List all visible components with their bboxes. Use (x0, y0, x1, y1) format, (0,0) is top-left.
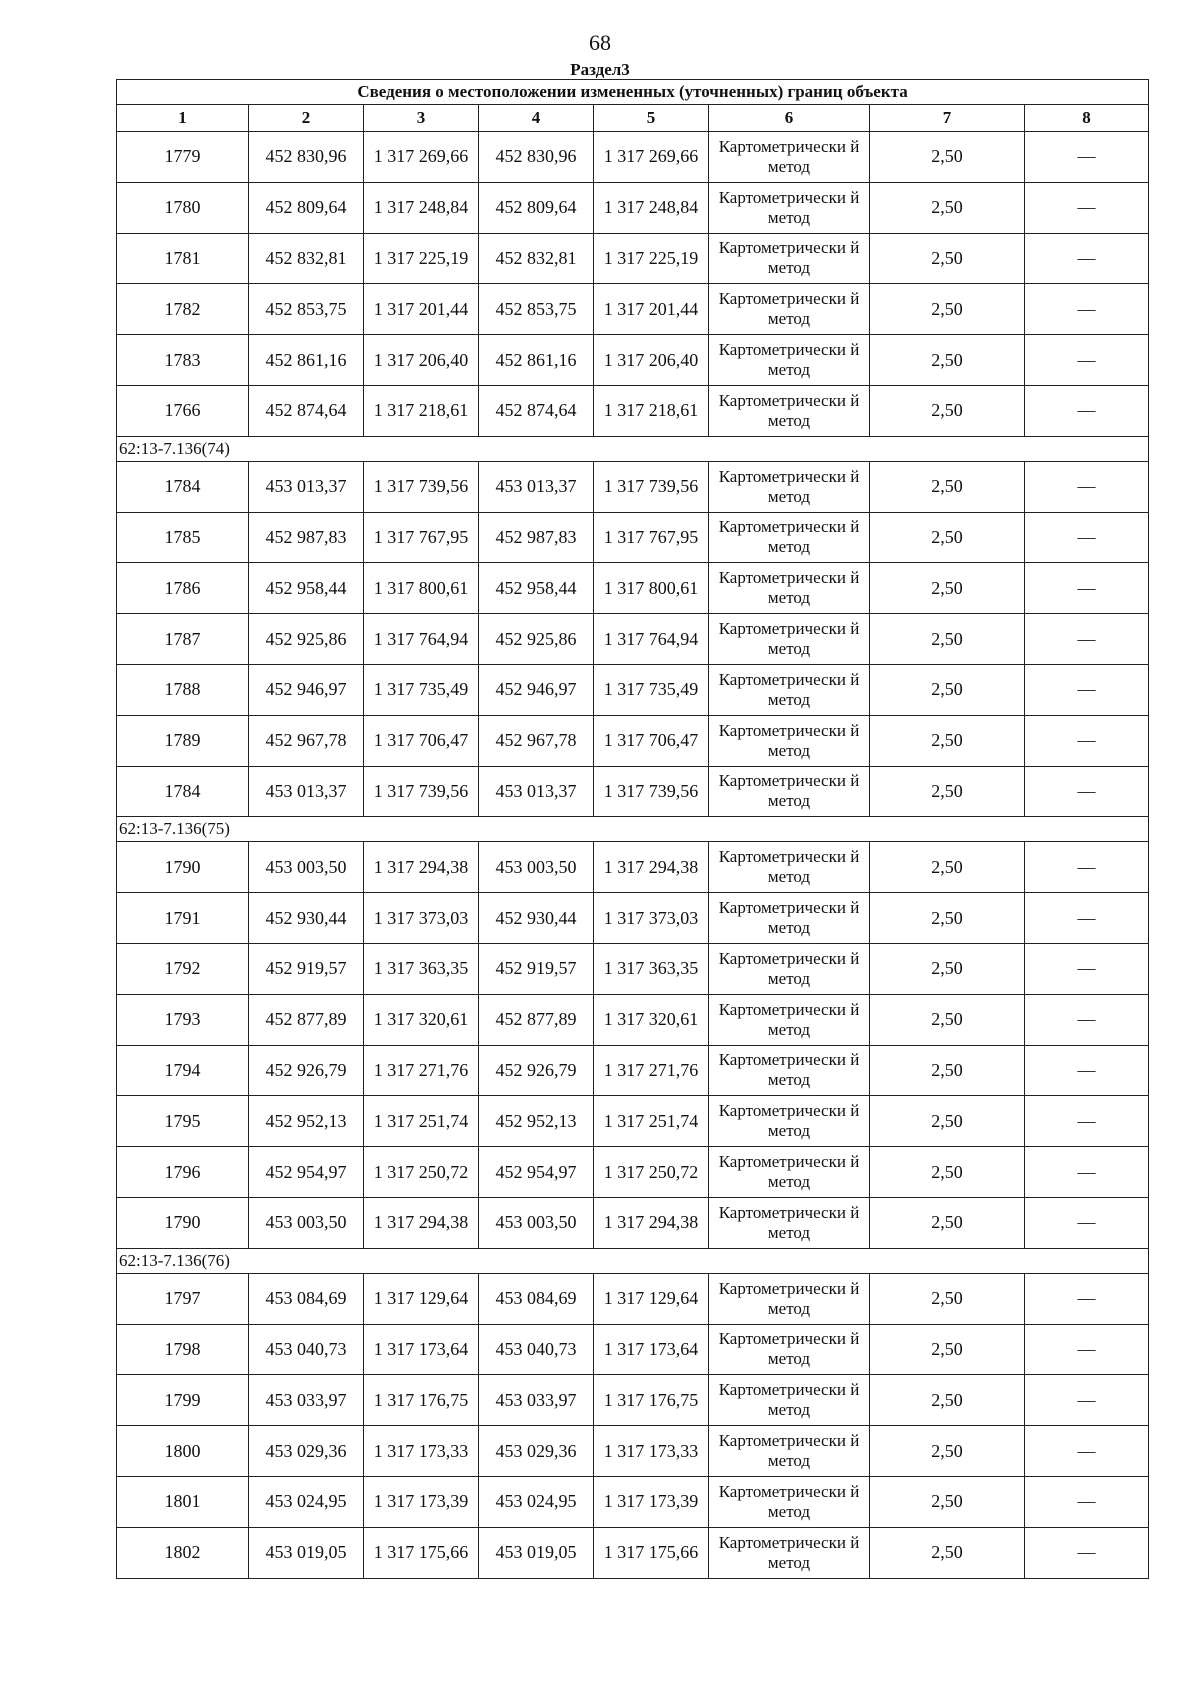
boundary-coordinates-table (116, 79, 1149, 1579)
cell-point-number: 1780 (117, 182, 249, 233)
column-number-8: 8 (1025, 105, 1149, 132)
cell-method: Картометрически й метод (709, 1426, 870, 1477)
table-row (117, 614, 1149, 665)
column-number-7: 7 (870, 105, 1025, 132)
cell-method: Картометрически й метод (709, 1197, 870, 1248)
cell-point-number: 1801 (117, 1476, 249, 1527)
table-row (117, 1147, 1149, 1198)
cell-note: — (1025, 893, 1149, 944)
cell-x-existing: 453 040,73 (249, 1324, 364, 1375)
group-label: 62:13-7.136(76) (117, 1248, 1149, 1273)
cell-note: — (1025, 1527, 1149, 1578)
table-row (117, 461, 1149, 512)
cell-method: Картометрически й метод (709, 1147, 870, 1198)
cell-y-new: 1 317 739,56 (594, 461, 709, 512)
cell-accuracy: 2,50 (870, 614, 1025, 665)
table-row (117, 1375, 1149, 1426)
cell-x-existing: 452 954,97 (249, 1147, 364, 1198)
cell-y-existing: 1 317 320,61 (364, 994, 479, 1045)
group-row (117, 1248, 1149, 1273)
cell-point-number: 1784 (117, 461, 249, 512)
cell-x-new: 453 024,95 (479, 1476, 594, 1527)
cell-x-existing: 453 033,97 (249, 1375, 364, 1426)
cell-y-existing: 1 317 373,03 (364, 893, 479, 944)
table-row (117, 563, 1149, 614)
cell-y-new: 1 317 294,38 (594, 1197, 709, 1248)
cell-x-existing: 452 861,16 (249, 335, 364, 386)
cell-note: — (1025, 994, 1149, 1045)
cell-y-existing: 1 317 250,72 (364, 1147, 479, 1198)
cell-y-new: 1 317 735,49 (594, 664, 709, 715)
cell-note: — (1025, 1426, 1149, 1477)
cell-accuracy: 2,50 (870, 766, 1025, 817)
cell-method: Картометрически й метод (709, 893, 870, 944)
cell-accuracy: 2,50 (870, 1197, 1025, 1248)
cell-x-existing: 452 926,79 (249, 1045, 364, 1096)
cell-method: Картометрически й метод (709, 1273, 870, 1324)
cell-point-number: 1795 (117, 1096, 249, 1147)
cell-x-existing: 452 930,44 (249, 893, 364, 944)
cell-note: — (1025, 1476, 1149, 1527)
cell-point-number: 1766 (117, 385, 249, 436)
cell-x-new: 452 874,64 (479, 385, 594, 436)
cell-note: — (1025, 1375, 1149, 1426)
cell-y-new: 1 317 201,44 (594, 284, 709, 335)
table-row (117, 1324, 1149, 1375)
cell-note: — (1025, 461, 1149, 512)
cell-accuracy: 2,50 (870, 512, 1025, 563)
cell-point-number: 1792 (117, 943, 249, 994)
cell-x-new: 452 926,79 (479, 1045, 594, 1096)
cell-y-new: 1 317 269,66 (594, 132, 709, 183)
cell-y-new: 1 317 320,61 (594, 994, 709, 1045)
cell-method: Картометрически й метод (709, 1527, 870, 1578)
cell-note: — (1025, 766, 1149, 817)
cell-point-number: 1791 (117, 893, 249, 944)
cell-note: — (1025, 715, 1149, 766)
cell-point-number: 1800 (117, 1426, 249, 1477)
cell-point-number: 1787 (117, 614, 249, 665)
cell-y-existing: 1 317 739,56 (364, 461, 479, 512)
cell-accuracy: 2,50 (870, 563, 1025, 614)
cell-accuracy: 2,50 (870, 1426, 1025, 1477)
cell-x-new: 452 958,44 (479, 563, 594, 614)
table-body (117, 132, 1149, 1579)
cell-y-existing: 1 317 173,33 (364, 1426, 479, 1477)
cell-x-new: 452 967,78 (479, 715, 594, 766)
cell-x-existing: 453 013,37 (249, 461, 364, 512)
cell-y-existing: 1 317 269,66 (364, 132, 479, 183)
cell-x-new: 452 919,57 (479, 943, 594, 994)
cell-x-new: 453 013,37 (479, 461, 594, 512)
cell-point-number: 1802 (117, 1527, 249, 1578)
cell-note: — (1025, 233, 1149, 284)
table-row (117, 1476, 1149, 1527)
cell-method: Картометрически й метод (709, 943, 870, 994)
cell-method: Картометрически й метод (709, 715, 870, 766)
cell-y-existing: 1 317 767,95 (364, 512, 479, 563)
table-row (117, 766, 1149, 817)
cell-x-new: 452 861,16 (479, 335, 594, 386)
cell-accuracy: 2,50 (870, 1375, 1025, 1426)
cell-x-new: 452 853,75 (479, 284, 594, 335)
cell-accuracy: 2,50 (870, 664, 1025, 715)
cell-x-existing: 452 832,81 (249, 233, 364, 284)
cell-point-number: 1783 (117, 335, 249, 386)
cell-x-new: 453 033,97 (479, 1375, 594, 1426)
cell-y-existing: 1 317 764,94 (364, 614, 479, 665)
cell-x-new: 452 925,86 (479, 614, 594, 665)
table-row (117, 664, 1149, 715)
cell-method: Картометрически й метод (709, 512, 870, 563)
cell-point-number: 1782 (117, 284, 249, 335)
cell-accuracy: 2,50 (870, 943, 1025, 994)
cell-y-new: 1 317 206,40 (594, 335, 709, 386)
cell-method: Картометрически й метод (709, 385, 870, 436)
cell-x-existing: 452 967,78 (249, 715, 364, 766)
cell-accuracy: 2,50 (870, 233, 1025, 284)
cell-method: Картометрически й метод (709, 233, 870, 284)
cell-note: — (1025, 1197, 1149, 1248)
cell-y-existing: 1 317 201,44 (364, 284, 479, 335)
cell-x-existing: 452 874,64 (249, 385, 364, 436)
cell-method: Картометрически й метод (709, 461, 870, 512)
cell-x-new: 452 832,81 (479, 233, 594, 284)
table-row (117, 385, 1149, 436)
cell-x-new: 453 084,69 (479, 1273, 594, 1324)
cell-y-existing: 1 317 129,64 (364, 1273, 479, 1324)
cell-point-number: 1784 (117, 766, 249, 817)
table-row (117, 1045, 1149, 1096)
cell-x-existing: 452 919,57 (249, 943, 364, 994)
cell-method: Картометрически й метод (709, 1045, 870, 1096)
table-row (117, 182, 1149, 233)
cell-accuracy: 2,50 (870, 1476, 1025, 1527)
cell-y-existing: 1 317 251,74 (364, 1096, 479, 1147)
cell-x-existing: 452 830,96 (249, 132, 364, 183)
cell-point-number: 1797 (117, 1273, 249, 1324)
cell-x-existing: 453 003,50 (249, 842, 364, 893)
cell-y-new: 1 317 706,47 (594, 715, 709, 766)
cell-x-existing: 453 084,69 (249, 1273, 364, 1324)
cell-y-existing: 1 317 176,75 (364, 1375, 479, 1426)
cell-y-existing: 1 317 706,47 (364, 715, 479, 766)
table-row (117, 994, 1149, 1045)
cell-method: Картометрически й метод (709, 563, 870, 614)
cell-point-number: 1794 (117, 1045, 249, 1096)
cell-note: — (1025, 943, 1149, 994)
cell-accuracy: 2,50 (870, 1096, 1025, 1147)
cell-x-new: 452 954,97 (479, 1147, 594, 1198)
table-row (117, 1426, 1149, 1477)
cell-accuracy: 2,50 (870, 1527, 1025, 1578)
group-label: 62:13-7.136(74) (117, 436, 1149, 461)
cell-y-new: 1 317 173,64 (594, 1324, 709, 1375)
table-row (117, 1527, 1149, 1578)
cell-y-new: 1 317 173,39 (594, 1476, 709, 1527)
table-row (117, 512, 1149, 563)
cell-accuracy: 2,50 (870, 842, 1025, 893)
group-row (117, 817, 1149, 842)
table-row (117, 284, 1149, 335)
cell-x-new: 452 930,44 (479, 893, 594, 944)
cell-point-number: 1793 (117, 994, 249, 1045)
cell-x-new: 453 040,73 (479, 1324, 594, 1375)
cell-method: Картометрически й метод (709, 182, 870, 233)
cell-point-number: 1790 (117, 1197, 249, 1248)
cell-point-number: 1799 (117, 1375, 249, 1426)
cell-x-new: 452 830,96 (479, 132, 594, 183)
cell-method: Картометрически й метод (709, 1375, 870, 1426)
cell-point-number: 1785 (117, 512, 249, 563)
cell-x-existing: 452 958,44 (249, 563, 364, 614)
cell-note: — (1025, 1147, 1149, 1198)
cell-note: — (1025, 335, 1149, 386)
cell-y-new: 1 317 251,74 (594, 1096, 709, 1147)
cell-point-number: 1788 (117, 664, 249, 715)
cell-x-new: 452 809,64 (479, 182, 594, 233)
cell-y-new: 1 317 767,95 (594, 512, 709, 563)
group-label: 62:13-7.136(75) (117, 817, 1149, 842)
cell-y-existing: 1 317 735,49 (364, 664, 479, 715)
cell-y-existing: 1 317 218,61 (364, 385, 479, 436)
cell-note: — (1025, 182, 1149, 233)
cell-x-existing: 453 013,37 (249, 766, 364, 817)
cell-y-existing: 1 317 206,40 (364, 335, 479, 386)
cell-x-existing: 453 024,95 (249, 1476, 364, 1527)
cell-method: Картометрически й метод (709, 842, 870, 893)
cell-note: — (1025, 614, 1149, 665)
column-number-1: 1 (117, 105, 249, 132)
cell-point-number: 1786 (117, 563, 249, 614)
cell-method: Картометрически й метод (709, 284, 870, 335)
cell-y-new: 1 317 271,76 (594, 1045, 709, 1096)
cell-method: Картометрически й метод (709, 664, 870, 715)
cell-x-existing: 452 987,83 (249, 512, 364, 563)
cell-y-new: 1 317 250,72 (594, 1147, 709, 1198)
cell-y-new: 1 317 225,19 (594, 233, 709, 284)
cell-x-new: 452 952,13 (479, 1096, 594, 1147)
cell-y-new: 1 317 800,61 (594, 563, 709, 614)
cell-accuracy: 2,50 (870, 182, 1025, 233)
table-row (117, 132, 1149, 183)
cell-point-number: 1789 (117, 715, 249, 766)
cell-note: — (1025, 842, 1149, 893)
cell-x-existing: 453 029,36 (249, 1426, 364, 1477)
cell-note: — (1025, 664, 1149, 715)
cell-y-existing: 1 317 173,39 (364, 1476, 479, 1527)
cell-x-existing: 452 946,97 (249, 664, 364, 715)
cell-y-existing: 1 317 248,84 (364, 182, 479, 233)
cell-x-existing: 453 003,50 (249, 1197, 364, 1248)
cell-x-existing: 452 925,86 (249, 614, 364, 665)
section-title: Раздел3 (570, 60, 630, 79)
cell-y-new: 1 317 175,66 (594, 1527, 709, 1578)
cell-y-new: 1 317 218,61 (594, 385, 709, 436)
table-row (117, 1197, 1149, 1248)
cell-method: Картометрически й метод (709, 614, 870, 665)
cell-accuracy: 2,50 (870, 1324, 1025, 1375)
cell-y-new: 1 317 373,03 (594, 893, 709, 944)
cell-x-new: 453 003,50 (479, 842, 594, 893)
cell-x-existing: 452 877,89 (249, 994, 364, 1045)
column-number-6: 6 (709, 105, 870, 132)
cell-point-number: 1798 (117, 1324, 249, 1375)
cell-y-new: 1 317 739,56 (594, 766, 709, 817)
table-row (117, 1273, 1149, 1324)
cell-note: — (1025, 1324, 1149, 1375)
cell-y-existing: 1 317 294,38 (364, 842, 479, 893)
cell-x-new: 453 013,37 (479, 766, 594, 817)
column-number-3: 3 (364, 105, 479, 132)
cell-accuracy: 2,50 (870, 1147, 1025, 1198)
cell-y-existing: 1 317 800,61 (364, 563, 479, 614)
cell-x-new: 453 029,36 (479, 1426, 594, 1477)
cell-y-new: 1 317 764,94 (594, 614, 709, 665)
cell-method: Картометрически й метод (709, 766, 870, 817)
table-row (117, 1096, 1149, 1147)
cell-accuracy: 2,50 (870, 335, 1025, 386)
table-row (117, 335, 1149, 386)
cell-note: — (1025, 512, 1149, 563)
table-caption: Сведения о местоположении измененных (уточненных) границ объекта (117, 80, 1149, 105)
cell-x-new: 453 003,50 (479, 1197, 594, 1248)
cell-accuracy: 2,50 (870, 893, 1025, 944)
cell-accuracy: 2,50 (870, 132, 1025, 183)
cell-note: — (1025, 563, 1149, 614)
cell-x-existing: 452 952,13 (249, 1096, 364, 1147)
cell-accuracy: 2,50 (870, 1273, 1025, 1324)
cell-note: — (1025, 132, 1149, 183)
cell-x-existing: 453 019,05 (249, 1527, 364, 1578)
cell-note: — (1025, 284, 1149, 335)
group-row (117, 436, 1149, 461)
cell-point-number: 1781 (117, 233, 249, 284)
cell-x-new: 452 877,89 (479, 994, 594, 1045)
cell-x-new: 452 987,83 (479, 512, 594, 563)
cell-y-new: 1 317 176,75 (594, 1375, 709, 1426)
column-number-4: 4 (479, 105, 594, 132)
cell-y-new: 1 317 363,35 (594, 943, 709, 994)
cell-y-new: 1 317 294,38 (594, 842, 709, 893)
cell-y-new: 1 317 129,64 (594, 1273, 709, 1324)
cell-accuracy: 2,50 (870, 385, 1025, 436)
cell-x-existing: 452 809,64 (249, 182, 364, 233)
cell-y-existing: 1 317 175,66 (364, 1527, 479, 1578)
cell-x-new: 453 019,05 (479, 1527, 594, 1578)
cell-y-new: 1 317 173,33 (594, 1426, 709, 1477)
cell-y-existing: 1 317 294,38 (364, 1197, 479, 1248)
table-row (117, 233, 1149, 284)
cell-y-existing: 1 317 225,19 (364, 233, 479, 284)
page-number: 68 (589, 30, 611, 55)
cell-x-new: 452 946,97 (479, 664, 594, 715)
cell-y-existing: 1 317 173,64 (364, 1324, 479, 1375)
cell-accuracy: 2,50 (870, 994, 1025, 1045)
table-row (117, 842, 1149, 893)
cell-method: Картометрически й метод (709, 335, 870, 386)
cell-accuracy: 2,50 (870, 461, 1025, 512)
cell-point-number: 1790 (117, 842, 249, 893)
cell-point-number: 1779 (117, 132, 249, 183)
table-row (117, 943, 1149, 994)
cell-y-existing: 1 317 739,56 (364, 766, 479, 817)
cell-accuracy: 2,50 (870, 715, 1025, 766)
cell-point-number: 1796 (117, 1147, 249, 1198)
cell-note: — (1025, 1045, 1149, 1096)
cell-y-existing: 1 317 271,76 (364, 1045, 479, 1096)
cell-y-new: 1 317 248,84 (594, 182, 709, 233)
cell-note: — (1025, 1096, 1149, 1147)
cell-method: Картометрически й метод (709, 132, 870, 183)
column-number-2: 2 (249, 105, 364, 132)
cell-method: Картометрически й метод (709, 994, 870, 1045)
cell-method: Картометрически й метод (709, 1476, 870, 1527)
cell-note: — (1025, 385, 1149, 436)
table-row (117, 715, 1149, 766)
cell-y-existing: 1 317 363,35 (364, 943, 479, 994)
cell-accuracy: 2,50 (870, 1045, 1025, 1096)
table-row (117, 893, 1149, 944)
cell-method: Картометрически й метод (709, 1096, 870, 1147)
cell-method: Картометрически й метод (709, 1324, 870, 1375)
cell-x-existing: 452 853,75 (249, 284, 364, 335)
cell-note: — (1025, 1273, 1149, 1324)
cell-accuracy: 2,50 (870, 284, 1025, 335)
column-number-5: 5 (594, 105, 709, 132)
